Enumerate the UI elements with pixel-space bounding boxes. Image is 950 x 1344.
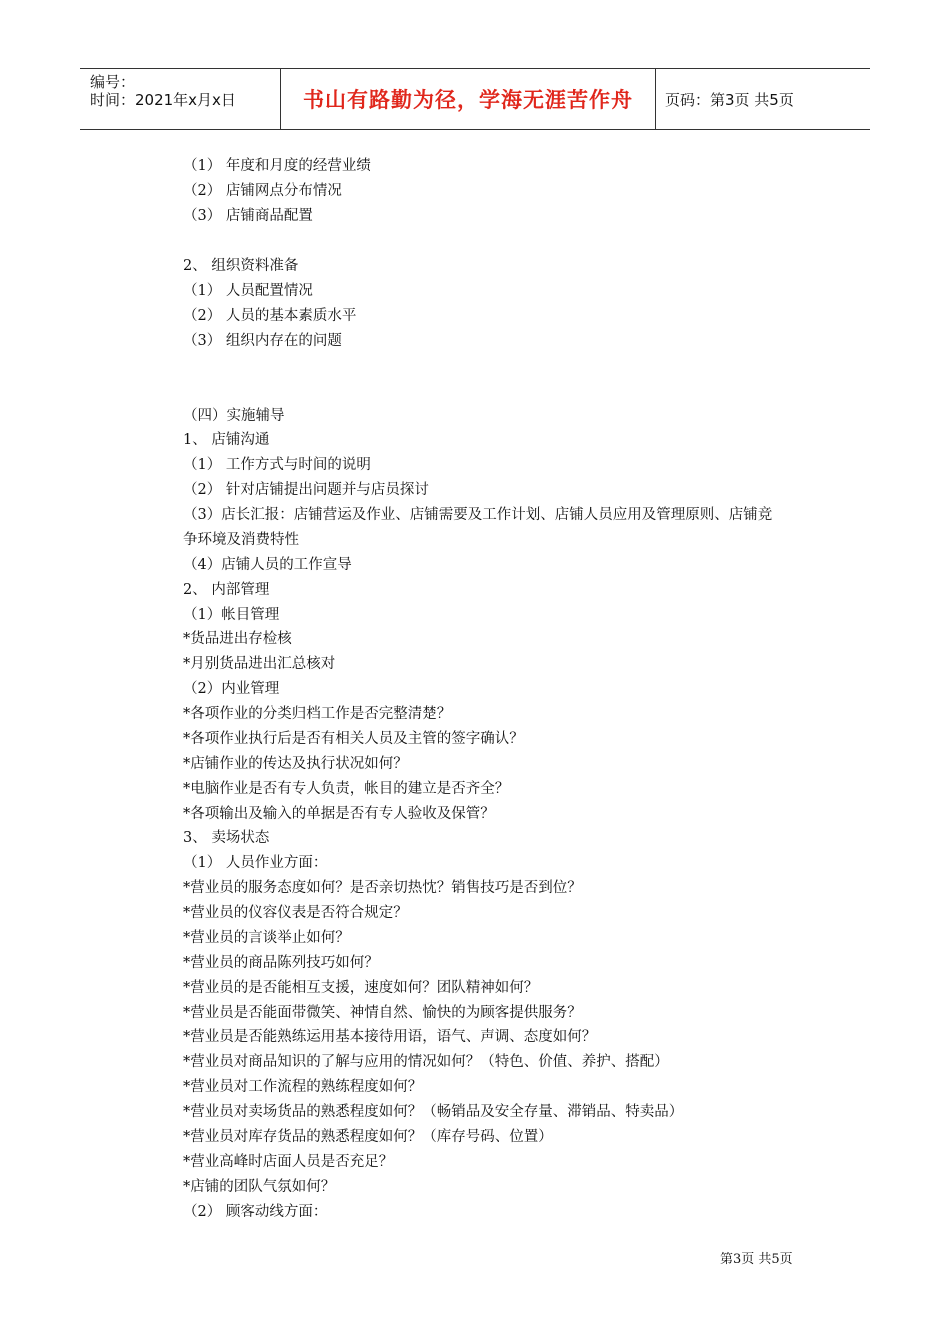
body-line: *营业员的仪容仪表是否符合规定？ <box>183 905 408 921</box>
body-line: （1） 人员作业方面： <box>183 855 328 871</box>
body-line: *各项作业的分类归档工作是否完整清楚？ <box>183 706 452 722</box>
body-line: *营业员的商品陈列技巧如何？ <box>183 955 379 971</box>
body-line: （2）内业管理 <box>183 681 280 697</box>
body-line: 1、 店铺沟通 <box>183 432 270 448</box>
body-line: *营业员对库存货品的熟悉程度如何？（库存号码、位置） <box>183 1129 553 1145</box>
body-line: *营业员对卖场货品的熟悉程度如何？（畅销品及安全存量、滞销品、特卖品） <box>183 1104 684 1120</box>
body-line: *店铺的团队气氛如何？ <box>183 1179 336 1195</box>
body-line: *营业员对商品知识的了解与应用的情况如何？（特色、价值、养护、搭配） <box>183 1054 669 1070</box>
body-line: （3）店长汇报：店铺营运及作业、店铺需要及工作计划、店铺人员应用及管理原则、店铺竞 <box>183 507 773 523</box>
body-line: *营业员对工作流程的熟练程度如何？ <box>183 1079 423 1095</box>
body-line: （1） 人员配置情况 <box>183 283 313 299</box>
body-line: *营业员的服务态度如何？是否亲切热忱？销售技巧是否到位？ <box>183 880 582 896</box>
doc-time-label: 时间：2021年x月x日 <box>90 91 236 109</box>
body-line: *电脑作业是否有专人负责，帐目的建立是否齐全？ <box>183 781 510 797</box>
body-line: （1） 工作方式与时间的说明 <box>183 457 371 473</box>
body-line: （1） 年度和月度的经营业绩 <box>183 158 371 174</box>
body-line: （1）帐目管理 <box>183 607 280 623</box>
body-line: 2、 内部管理 <box>183 582 270 598</box>
body-line: *各项作业执行后是否有相关人员及主管的签字确认？ <box>183 731 524 747</box>
body-line: 争环境及消费特性 <box>183 532 299 548</box>
body-line: *营业员的是否能相互支援，速度如何？团队精神如何？ <box>183 980 539 996</box>
body-line: *营业高峰时店面人员是否充足？ <box>183 1154 394 1170</box>
body-line: *营业员是否能熟练运用基本接待用语，语气、声调、态度如何？ <box>183 1029 597 1045</box>
header-motto: 书山有路勤为径，学海无涯苦作舟 <box>303 88 633 112</box>
body-line: （2） 人员的基本素质水平 <box>183 308 357 324</box>
body-line: （四）实施辅导 <box>183 408 285 424</box>
body-line: *营业员是否能面带微笑、神情自然、愉快的为顾客提供服务？ <box>183 1005 582 1021</box>
body-line: 2、 组织资料准备 <box>183 258 299 274</box>
body-line: *各项输出及输入的单据是否有专人验收及保管？ <box>183 806 495 822</box>
doc-number-label: 编号： <box>90 73 136 91</box>
body-line: *营业员的言谈举止如何？ <box>183 930 350 946</box>
body-line: 3、 卖场状态 <box>183 830 270 846</box>
body-line: *货品进出存检核 <box>183 631 292 647</box>
header-page-info: 页码：第3页 共5页 <box>665 90 794 109</box>
body-line: *店铺作业的传达及执行状况如何？ <box>183 756 408 772</box>
body-line: （2） 店铺网点分布情况 <box>183 183 342 199</box>
body-line: （2） 顾客动线方面： <box>183 1204 328 1220</box>
body-line: （3） 店铺商品配置 <box>183 208 313 224</box>
page-footer: 第3页 共5页 <box>720 1252 793 1267</box>
body-line: （3） 组织内存在的问题 <box>183 333 342 349</box>
body-line: （2） 针对店铺提出问题并与店员探讨 <box>183 482 429 498</box>
body-line: （4）店铺人员的工作宣导 <box>183 557 352 573</box>
body-line: *月别货品进出汇总核对 <box>183 656 336 672</box>
